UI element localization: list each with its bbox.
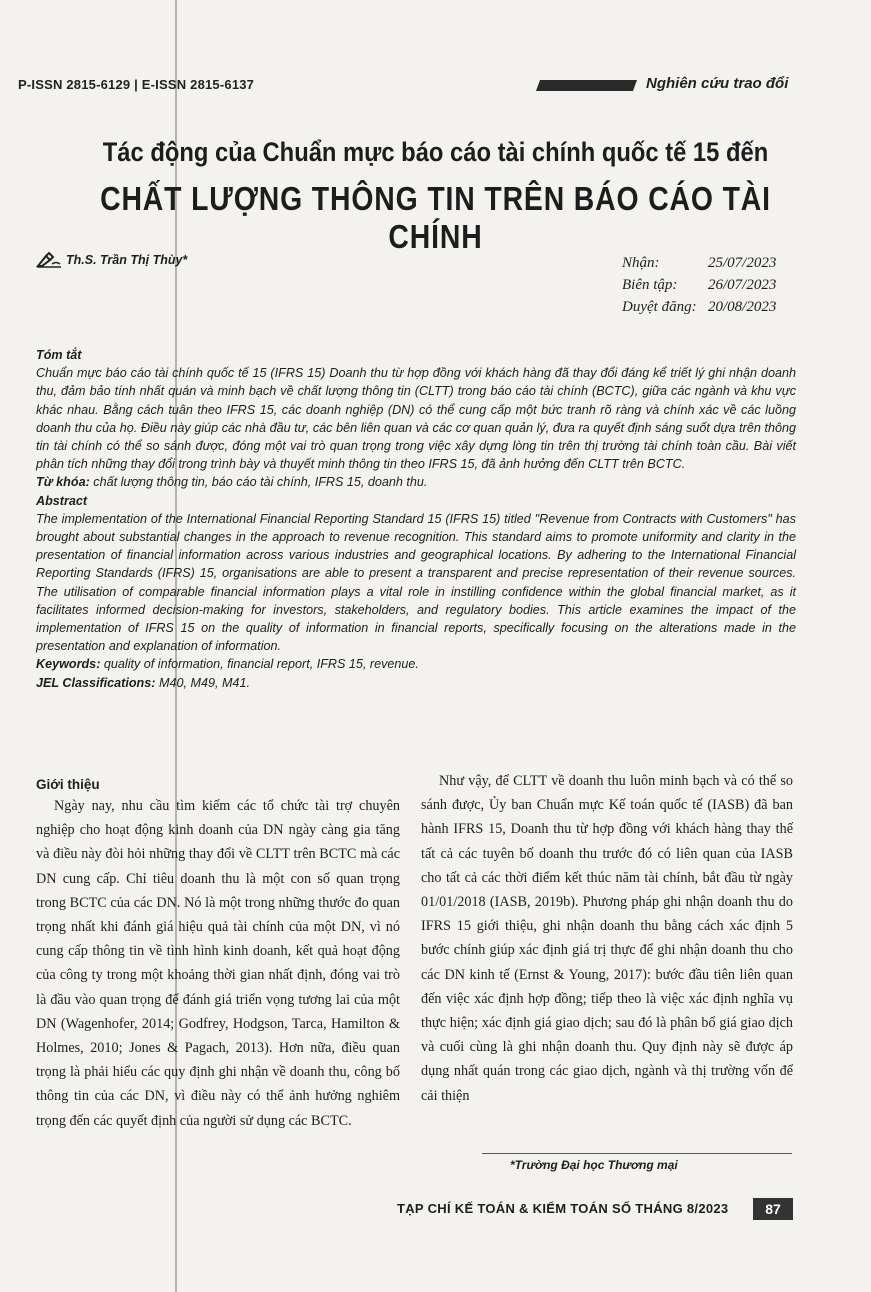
pen-icon [36,252,62,268]
summary-heading: Tóm tắt [36,348,82,362]
header-bar [536,80,637,91]
section-label: Nghiên cứu trao đổi [646,75,789,92]
abstract-keywords-text: quality of information, financial report, IFRS 15, revenue. [103,657,419,672]
date-label: Biên tập: [622,277,678,293]
summary-keywords-text: chất lượng thông tin, báo cáo tài chính, IFRS 15, doanh thu. [93,475,428,490]
article-title-line2: CHẤT LƯỢNG THÔNG TIN TRÊN BÁO CÁO TÀI CHÍNH [100,180,771,255]
date-received [622,252,776,274]
jel-label: JEL Classifications: [36,675,156,690]
footnote: *Trường Đại học Thương mại [510,1158,678,1172]
abstract-heading: Abstract [36,493,88,508]
date-label: Nhận: [622,255,660,271]
summary-keywords [36,473,796,491]
page-number: 87 [753,1198,793,1220]
intro-heading: Giới thiệu [36,777,100,792]
journal-footer: TẠP CHÍ KẾ TOÁN & KIỂM TOÁN SỐ THÁNG 8/2023 [397,1201,729,1216]
footnote-divider [482,1153,792,1154]
author-name: Th.S. Trần Thị Thùy* [66,253,188,267]
summary-keywords-label: Từ khóa: [36,475,90,490]
date-label: Duyệt đăng: [622,299,697,315]
date-edited [622,274,776,296]
author-line [36,252,187,268]
left-column [36,794,400,1133]
date-value: 25/07/2023 [708,255,777,271]
jel-classifications [36,674,796,692]
abstract-block [36,346,796,692]
abstract-body: The implementation of the International Financial Reporting Standard 15 (IFRS 15) titled "Revenue from Contracts with Customers" has brought about substantial changes in the approach to revenue recognition. This standard aims to promote uniformity and clarity in the presentation of financial information across various industries and geographical locations. By adhering to the International Financial Reporting Standards (IFRS) 15, organisations are able to present a transparent and precise representation of their revenue sources. The utilisation of comparable financial information plays a vital role in instilling confidence within the global financial market, as it facilitates informed decision-making for investors, stakeholders, and regulatory bodies. This article examines the impact of the implementation of IFRS 15 on the quality of information in financial reports, specifically focusing on the alterations made in the presentation and explanation of information. [36,511,796,654]
intro-paragraph-right: Như vậy, để CLTT về doanh thu luôn minh bạch và có thể so sánh được, Ủy ban Chuẩn mực Kế toán quốc tế (IASB) đã ban hành IFRS 15, Doanh thu từ hợp đồng với khách hàng thay thế tất cả các tuyên bố doanh thu trước đó có liên quan của IASB cho tất cả các thời điểm kết thúc năm tài chính, bắt đầu từ ngày 01/01/2018 (IASB, 2019b). Phương pháp ghi nhận doanh thu do IFRS 15 giới thiệu, ghi nhận doanh thu bằng cách xác định 5 bước chính giúp xác định giá trị thực để ghi nhận doanh thu cho các DN kinh tế (Ernst & Young, 2017): bước đầu tiên liên quan đến việc xác định hợp đồng; tiếp theo là việc xác định nghĩa vụ thực hiện; xác định giá giao dịch; sau đó là phân bổ giá giao dịch và cuối cùng là ghi nhận doanh thu. Quy định này sẽ được áp dụng nhất quán trong các giao dịch, ngành và thị trường vốn để cải thiện [421,773,793,1104]
article-title-line1: Tác động của Chuẩn mực báo cáo tài chính quốc tế 15 đến [102,137,769,167]
date-approved [622,296,776,318]
dates-block [622,252,776,318]
abstract-keywords [36,655,796,673]
jel-codes: M40, M49, M41. [158,675,250,690]
summary-body: Chuẩn mực báo cáo tài chính quốc tế 15 (IFRS 15) Doanh thu từ hợp đồng với khách hàng đã thay đổi đáng kể triết lý ghi nhận doanh thu, đảm bảo tính nhất quán và minh bạch về chất lượng thông tin (CLTT) trong báo cáo tài chính (BCTC), giữa các ngành và khu vực khác nhau. Bằng cách tuân theo IFRS 15, các doanh nghiệp (DN) có thể cung cấp một bức tranh rõ ràng và chính xác về các luồng doanh thu của họ. Điều này giúp các nhà đầu tư, các bên liên quan và các cơ quan quản lý, đưa ra quyết định sáng suốt dựa trên thông tin tài chính có thể so sánh được, đóng một vai trò quan trọng trong việc xây dựng lòng tin trên thị trường tài chính toàn cầu. Bài viết phân tích những thay đổi trong trình bày và thuyết minh thông tin theo IFRS 15, đã ảnh hưởng đến CLTT trên BCTC. [36,366,796,472]
abstract-keywords-label: Keywords: [36,657,101,672]
date-value: 26/07/2023 [708,277,777,293]
date-value: 20/08/2023 [708,299,777,315]
intro-paragraph-left: Ngày nay, nhu cầu tìm kiếm các tổ chức tài trợ chuyên nghiệp cho hoạt động kinh doanh của DN ngày càng gia tăng và điều này đòi hỏi những thay đổi về CLTT trên BCTC mà các DN cung cấp. Chỉ tiêu doanh thu là một con số quan trọng trong BCTC của các DN. Nó là một trong những thước đo quan trọng nhất khi đánh giá hiệu quả tài chính của một DN, vì nó cung cấp thông tin về tình hình kinh doanh, kết quả hoạt động của công ty trong một khoảng thời gian nhất định, đóng vai trò là đầu vào quan trọng để đánh giá triển vọng tương lai của một DN (Wagenhofer, 2014; Godfrey, Hodgson, Tarca, Hamilton & Holmes, 2010; Jones & Pagach, 2013). Hơn nữa, điều quan trọng là phải hiểu các quy định ghi nhận về doanh thu, công bố thông tin của các DN, vì điều này có thể ảnh hưởng nghiêm trọng đến các quyết định của người sử dụng các BCTC. [36,798,400,1129]
issn-header: P-ISSN 2815-6129 | E-ISSN 2815-6137 [18,77,255,92]
right-column [421,769,793,1108]
